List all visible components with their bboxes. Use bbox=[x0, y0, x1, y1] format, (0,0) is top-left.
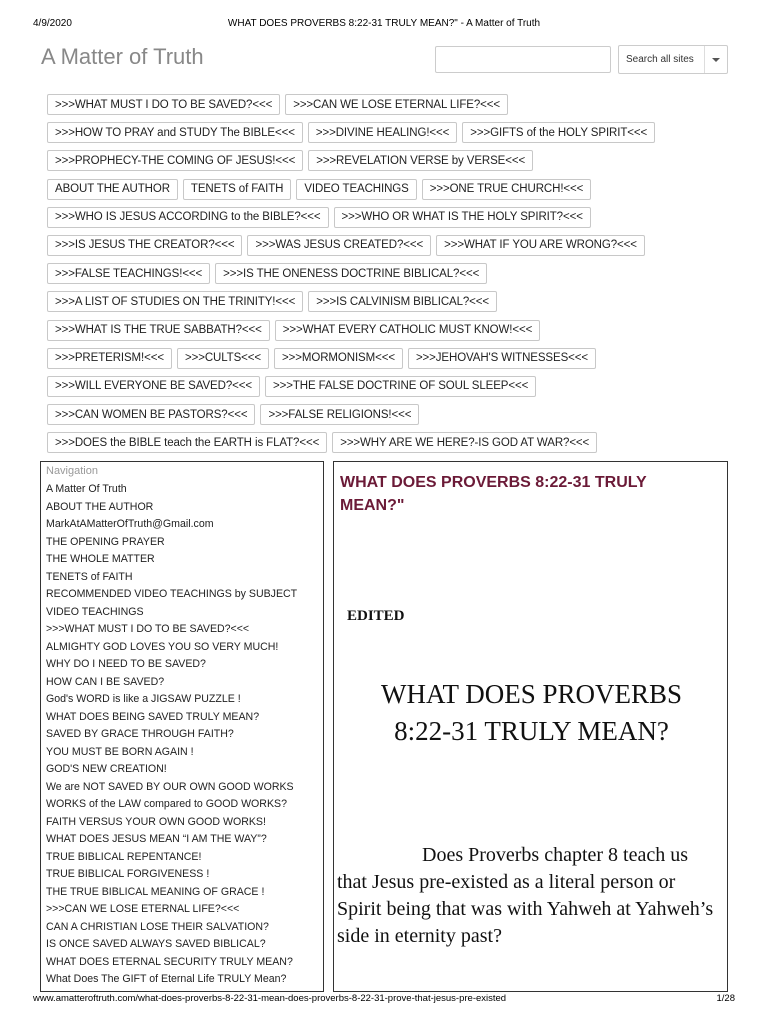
print-page-title: WHAT DOES PROVERBS 8:22-31 TRULY MEAN?" - A Matter of Truth bbox=[227, 18, 541, 29]
sidebar-link[interactable]: TRUE BIBLICAL FORGIVENESS ! bbox=[46, 868, 210, 880]
sidebar-link[interactable]: What Does The GIFT of Eternal Life TRULY Mean? bbox=[46, 973, 287, 985]
nav-row bbox=[47, 235, 737, 256]
nav-button[interactable]: >>>IS JESUS THE CREATOR?<<< bbox=[47, 235, 242, 256]
search-scope-button[interactable] bbox=[618, 45, 728, 74]
nav-row bbox=[47, 432, 737, 453]
nav-button[interactable]: >>>WILL EVERYONE BE SAVED?<<< bbox=[47, 376, 260, 397]
nav-button[interactable]: >>>CAN WOMEN BE PASTORS?<<< bbox=[47, 404, 255, 425]
sidebar-link[interactable]: THE WHOLE MATTER bbox=[46, 553, 155, 565]
nav-button[interactable]: >>>CAN WE LOSE ETERNAL LIFE?<<< bbox=[285, 94, 508, 115]
sidebar-link[interactable]: MarkAtAMatterOfTruth@Gmail.com bbox=[46, 518, 214, 530]
sidebar-link[interactable]: HOW CAN I BE SAVED? bbox=[46, 675, 165, 688]
main-content bbox=[333, 461, 728, 992]
nav-button[interactable]: >>>MORMONISM<<< bbox=[274, 348, 403, 369]
nav-button[interactable]: >>>FALSE TEACHINGS!<<< bbox=[47, 263, 210, 284]
nav-button[interactable]: ABOUT THE AUTHOR bbox=[47, 179, 178, 200]
nav-button[interactable]: >>>ONE TRUE CHURCH!<<< bbox=[422, 179, 592, 200]
print-header bbox=[0, 18, 768, 32]
nav-button[interactable]: >>>WHO IS JESUS ACCORDING to the BIBLE?<<< bbox=[47, 207, 329, 228]
nav-row bbox=[47, 320, 737, 341]
sidebar bbox=[40, 461, 324, 992]
sidebar-link[interactable]: SAVED BY GRACE THROUGH FAITH? bbox=[46, 728, 234, 740]
sidebar-link[interactable]: ALMIGHTY GOD LOVES YOU SO VERY MUCH! bbox=[46, 640, 279, 653]
nav-button[interactable]: >>>PROPHECY-THE COMING OF JESUS!<<< bbox=[47, 150, 303, 171]
sidebar-link[interactable]: RECOMMENDED VIDEO TEACHINGS by SUBJECT bbox=[46, 588, 298, 600]
sidebar-link[interactable]: WORKS of the LAW compared to GOOD WORKS? bbox=[46, 798, 287, 810]
sidebar-links bbox=[46, 481, 323, 989]
article-heading-line: 8:22-31 TRULY MEAN? bbox=[394, 716, 669, 746]
sidebar-link[interactable]: THE OPENING PRAYER bbox=[46, 535, 165, 548]
article-heading-line: WHAT DOES PROVERBS bbox=[380, 679, 683, 709]
sidebar-link[interactable]: FAITH VERSUS YOUR OWN GOOD WORKS! bbox=[46, 815, 266, 828]
sidebar-link[interactable]: WHAT DOES JESUS MEAN “I AM THE WAY”? bbox=[46, 833, 267, 845]
sidebar-link[interactable]: >>>CAN WE LOSE ETERNAL LIFE?<<< bbox=[46, 903, 240, 915]
nav-button[interactable]: >>>THE FALSE DOCTRINE OF SOUL SLEEP<<< bbox=[265, 376, 536, 397]
search-scope-label: Search all sites bbox=[626, 54, 694, 65]
chevron-down-icon[interactable] bbox=[705, 46, 727, 73]
nav-button[interactable]: >>>HOW TO PRAY and STUDY The BIBLE<<< bbox=[47, 122, 303, 143]
sidebar-link[interactable]: THE TRUE BIBLICAL MEANING OF GRACE ! bbox=[46, 885, 265, 898]
post-title: WHAT DOES PROVERBS 8:22-31 TRULY MEAN?" bbox=[340, 474, 647, 514]
sidebar-link[interactable]: GOD'S NEW CREATION! bbox=[46, 763, 167, 775]
nav-button[interactable]: >>>IS THE ONENESS DOCTRINE BIBLICAL?<<< bbox=[215, 263, 487, 284]
edited-label: EDITED bbox=[347, 608, 405, 624]
nav-button[interactable]: TENETS of FAITH bbox=[183, 179, 291, 200]
nav-button[interactable]: VIDEO TEACHINGS bbox=[296, 179, 416, 200]
sidebar-link[interactable]: IS ONCE SAVED ALWAYS SAVED BIBLICAL? bbox=[46, 938, 266, 950]
sidebar-link[interactable]: WHAT DOES BEING SAVED TRULY MEAN? bbox=[46, 710, 260, 723]
nav-row bbox=[47, 150, 737, 171]
nav-button[interactable]: >>>WHAT IF YOU ARE WRONG?<<< bbox=[436, 235, 645, 256]
nav-button[interactable]: >>>DIVINE HEALING!<<< bbox=[308, 122, 457, 143]
nav-button[interactable]: >>>IS CALVINISM BIBLICAL?<<< bbox=[308, 291, 497, 312]
nav-button[interactable]: >>>WHO OR WHAT IS THE HOLY SPIRIT?<<< bbox=[334, 207, 591, 228]
print-footer bbox=[0, 993, 768, 1007]
nav-button[interactable]: >>>A LIST OF STUDIES ON THE TRINITY!<<< bbox=[47, 291, 303, 312]
nav-button[interactable]: >>>REVELATION VERSE by VERSE<<< bbox=[308, 150, 533, 171]
nav-row bbox=[47, 291, 737, 312]
nav-button[interactable]: >>>PRETERISM!<<< bbox=[47, 348, 172, 369]
print-url: www.amatteroftruth.com/what-does-proverbs-8-22-31-mean-does-proverbs-8-22-31-prove-that-jesus-pre-existed bbox=[33, 993, 507, 1004]
sidebar-link[interactable]: We are NOT SAVED BY OUR OWN GOOD WORKS bbox=[46, 780, 294, 793]
search-input[interactable] bbox=[435, 46, 611, 73]
nav-row bbox=[47, 94, 737, 115]
sidebar-link[interactable]: TRUE BIBLICAL REPENTANCE! bbox=[46, 850, 202, 863]
nav-button[interactable]: >>>CULTS<<< bbox=[177, 348, 269, 369]
sidebar-link[interactable]: VIDEO TEACHINGS bbox=[46, 605, 144, 618]
nav-row bbox=[47, 404, 737, 425]
nav-button[interactable]: >>>WAS JESUS CREATED?<<< bbox=[247, 235, 431, 256]
nav-button[interactable]: >>>GIFTS of the HOLY SPIRIT<<< bbox=[462, 122, 655, 143]
nav-button[interactable]: >>>JEHOVAH'S WITNESSES<<< bbox=[408, 348, 596, 369]
sidebar-link[interactable]: WHY DO I NEED TO BE SAVED? bbox=[46, 658, 206, 670]
nav-button[interactable]: >>>FALSE RELIGIONS!<<< bbox=[260, 404, 419, 425]
nav-row bbox=[47, 122, 737, 143]
article-heading bbox=[334, 676, 728, 750]
nav-row bbox=[47, 263, 737, 284]
nav-button[interactable]: >>>DOES the BIBLE teach the EARTH is FLAT?<<< bbox=[47, 432, 327, 453]
nav-button[interactable]: >>>WHAT EVERY CATHOLIC MUST KNOW!<<< bbox=[275, 320, 540, 341]
sidebar-link[interactable]: TENETS of FAITH bbox=[46, 570, 133, 583]
sidebar-link[interactable]: God's WORD is like a JIGSAW PUZZLE ! bbox=[46, 693, 241, 705]
sidebar-link[interactable]: A Matter Of Truth bbox=[46, 483, 127, 495]
article-paragraph: Does Proverbs chapter 8 teach us that Jesus pre-existed as a literal person or Spirit being that was with Yahweh at Yahweh’s side in eternity past? bbox=[337, 844, 714, 947]
sidebar-link[interactable]: WHAT DOES ETERNAL SECURITY TRULY MEAN? bbox=[46, 955, 293, 968]
nav-row bbox=[47, 348, 737, 369]
site-title[interactable]: A Matter of Truth bbox=[41, 44, 204, 69]
nav-button[interactable]: >>>WHY ARE WE HERE?-IS GOD AT WAR?<<< bbox=[332, 432, 597, 453]
print-page-number: 1/28 bbox=[716, 993, 735, 1004]
sidebar-link[interactable]: >>>WHAT MUST I DO TO BE SAVED?<<< bbox=[46, 623, 250, 635]
nav-row bbox=[47, 376, 737, 397]
print-date: 4/9/2020 bbox=[33, 18, 72, 29]
nav-row bbox=[47, 179, 737, 200]
sidebar-link[interactable]: YOU MUST BE BORN AGAIN ! bbox=[46, 745, 194, 758]
nav-button[interactable]: >>>WHAT IS THE TRUE SABBATH?<<< bbox=[47, 320, 270, 341]
sidebar-heading: Navigation bbox=[46, 465, 98, 477]
sidebar-link[interactable]: ABOUT THE AUTHOR bbox=[46, 500, 154, 513]
sidebar-link[interactable]: CAN A CHRISTIAN LOSE THEIR SALVATION? bbox=[46, 920, 269, 933]
nav-row bbox=[47, 207, 737, 228]
top-navigation bbox=[47, 94, 737, 460]
nav-button[interactable]: >>>WHAT MUST I DO TO BE SAVED?<<< bbox=[47, 94, 280, 115]
